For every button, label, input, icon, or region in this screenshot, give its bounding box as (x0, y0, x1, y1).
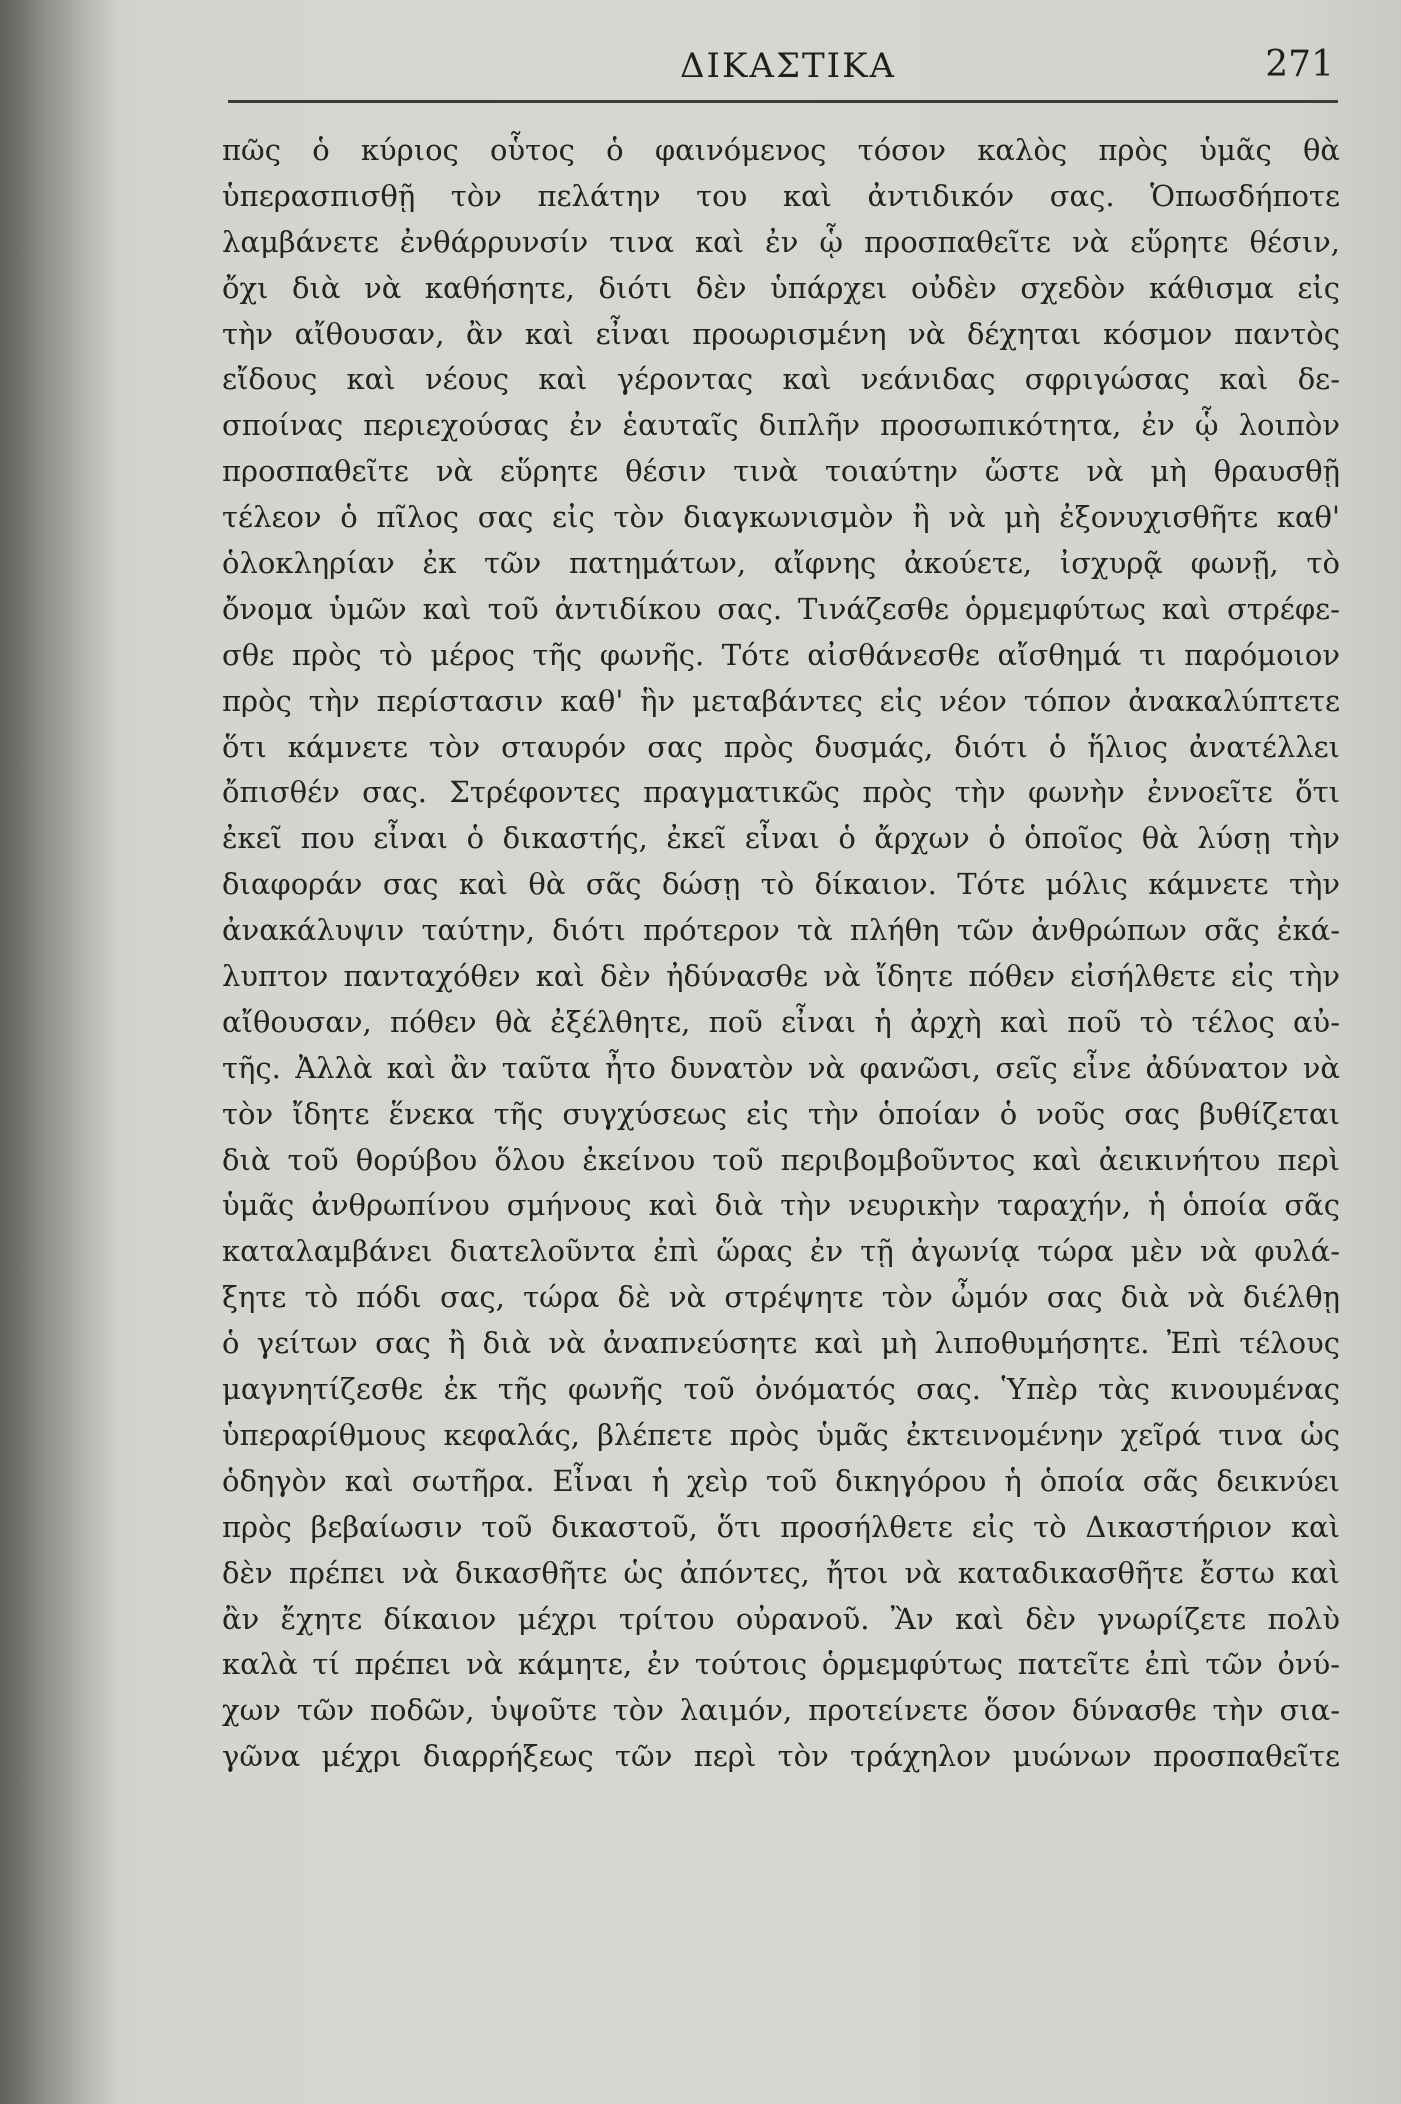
text-line: μαγνητίζεσθε ἐκ τῆς φωνῆς τοῦ ὀνόματός σας. Ὑπὲρ τὰς κινουμένας (222, 1372, 1340, 1407)
text-line: τὴν αἴθουσαν, ἂν καὶ εἶναι προωρισμένη νὰ δέχηται κόσμον παντὸς (222, 316, 1340, 351)
text-line: χων τῶν ποδῶν, ὑψοῦτε τὸν λαιμόν, προτείνετε ὅσον δύνασθε τὴν σια- (222, 1693, 1340, 1728)
text-line: καλὰ τί πρέπει νὰ κάμητε, ἐν τούτοις ὁρμεμφύτως πατεῖτε ἐπὶ τῶν ὀνύ- (222, 1647, 1340, 1682)
text-line: ὅτι κάμνετε τὸν σταυρόν σας πρὸς δυσμάς, διότι ὁ ἥλιος ἀνατέλλει (222, 729, 1340, 764)
page-number: 271 (1265, 44, 1334, 85)
text-line: προσπαθεῖτε νὰ εὕρητε θέσιν τινὰ τοιαύτην ὥστε νὰ μὴ θραυσθῇ (222, 454, 1340, 489)
text-line: ἀνακάλυψιν ταύτην, διότι πρότερον τὰ πλήθη τῶν ἀνθρώπων σᾶς ἐκά- (222, 913, 1340, 948)
text-line: διαφοράν σας καὶ θὰ σᾶς δώσῃ τὸ δίκαιον. Τότε μόλις κάμνετε τὴν (222, 867, 1340, 902)
text-line: ὑπεραρίθμους κεφαλάς, βλέπετε πρὸς ὑμᾶς ἐκτεινομένην χεῖρά τινα ὡς (222, 1417, 1340, 1452)
text-line: ὄνομα ὑμῶν καὶ τοῦ ἀντιδίκου σας. Τινάζεσθε ὁρμεμφύτως καὶ στρέφε- (222, 591, 1340, 626)
text-line: πρὸς βεβαίωσιν τοῦ δικαστοῦ, ὅτι προσήλθετε εἰς τὸ Δικαστήριον καὶ (222, 1509, 1340, 1544)
text-line: πῶς ὁ κύριος οὗτος ὁ φαινόμενος τόσον καλὸς πρὸς ὑμᾶς θὰ (222, 133, 1340, 167)
body-text (222, 128, 1340, 1780)
running-title: ΔΙΚΑΣΤΙΚΑ (680, 46, 897, 86)
text-line: λυπτον πανταχόθεν καὶ δὲν ἠδύνασθε νὰ ἴδητε πόθεν εἰσήλθετε εἰς τὴν (222, 959, 1340, 994)
text-line: καταλαμβάνει διατελοῦντα ἐπὶ ὥρας ἐν τῇ ἀγωνίᾳ τώρα μὲν νὰ φυλά- (222, 1234, 1340, 1269)
header-rule (228, 100, 1338, 103)
text-line: πρὸς τὴν περίστασιν καθ' ἣν μεταβάντες εἰς νέον τόπον ἀνακαλύπτετε (222, 683, 1340, 718)
text-line: ὑπερασπισθῇ τὸν πελάτην του καὶ ἀντιδικόν σας. Ὁπωσδήποτε (222, 178, 1340, 213)
text-line: γῶνα μέχρι διαρρήξεως τῶν περὶ τὸν τράχηλον μυώνων προσπαθεῖτε (222, 1739, 1340, 1774)
text-line: τέλεον ὁ πῖλος σας εἰς τὸν διαγκωνισμὸν ἢ νὰ μὴ ἐξονυχισθῆτε καθ' (222, 500, 1340, 535)
text-line: ὁ γείτων σας ἢ διὰ νὰ ἀναπνεύσητε καὶ μὴ λιποθυμήσητε. Ἐπὶ τέλους (222, 1326, 1340, 1361)
text-line: εἴδους καὶ νέους καὶ γέροντας καὶ νεάνιδας σφριγώσας καὶ δε- (222, 362, 1340, 397)
binding-gutter-shadow (0, 0, 120, 2104)
text-line: ὑμᾶς ἀνθρωπίνου σμήνους καὶ διὰ τὴν νευρικὴν ταραχήν, ἡ ὁποία σᾶς (222, 1188, 1340, 1223)
text-line: ὄχι διὰ νὰ καθήσητε, διότι δὲν ὑπάρχει οὐδὲν σχεδὸν κάθισμα εἰς (222, 270, 1340, 305)
text-line: τὸν ἴδητε ἕνεκα τῆς συγχύσεως εἰς τὴν ὁποίαν ὁ νοῦς σας βυθίζεται (222, 1096, 1340, 1131)
text-line: ὄπισθέν σας. Στρέφοντες πραγματικῶς πρὸς τὴν φωνὴν ἐννοεῖτε ὅτι (222, 775, 1340, 810)
text-line: τῆς. Ἀλλὰ καὶ ἂν ταῦτα ἦτο δυνατὸν νὰ φανῶσι, σεῖς εἶνε ἀδύνατον νὰ (222, 1050, 1340, 1085)
text-line: ἂν ἔχητε δίκαιον μέχρι τρίτου οὐρανοῦ. Ἂν καὶ δὲν γνωρίζετε πολὺ (222, 1601, 1340, 1636)
text-line: ὁδηγὸν καὶ σωτῆρα. Εἶναι ἡ χεὶρ τοῦ δικηγόρου ἡ ὁποία σᾶς δεικνύει (222, 1463, 1340, 1498)
text-line: αἴθουσαν, πόθεν θὰ ἐξέλθητε, ποῦ εἶναι ἡ ἀρχὴ καὶ ποῦ τὸ τέλος αὐ- (222, 1004, 1340, 1039)
text-line: ξητε τὸ πόδι σας, τώρα δὲ νὰ στρέψητε τὸν ὦμόν σας διὰ νὰ διέλθῃ (222, 1280, 1340, 1315)
text-line: ὁλοκληρίαν ἐκ τῶν πατημάτων, αἴφνης ἀκούετε, ἰσχυρᾷ φωνῇ, τὸ (222, 546, 1340, 581)
text-line: διὰ τοῦ θορύβου ὅλου ἐκείνου τοῦ περιβομβοῦντος καὶ ἀεικινήτου περὶ (222, 1142, 1340, 1177)
page-header (220, 42, 1340, 92)
text-line: σποίνας περιεχούσας ἐν ἑαυταῖς διπλῆν προσωπικότητα, ἐν ᾧ λοιπὸν (222, 408, 1340, 443)
text-line: ἐκεῖ που εἶναι ὁ δικαστής, ἐκεῖ εἶναι ὁ ἄρχων ὁ ὁποῖος θὰ λύσῃ τὴν (222, 821, 1340, 856)
text-line: σθε πρὸς τὸ μέρος τῆς φωνῆς. Τότε αἰσθάνεσθε αἴσθημά τι παρόμοιον (222, 637, 1340, 672)
text-line: δὲν πρέπει νὰ δικασθῆτε ὡς ἀπόντες, ἤτοι νὰ καταδικασθῆτε ἔστω καὶ (222, 1555, 1340, 1590)
text-line: λαμβάνετε ἐνθάρρυνσίν τινα καὶ ἐν ᾧ προσπαθεῖτε νὰ εὕρητε θέσιν, (222, 224, 1340, 259)
